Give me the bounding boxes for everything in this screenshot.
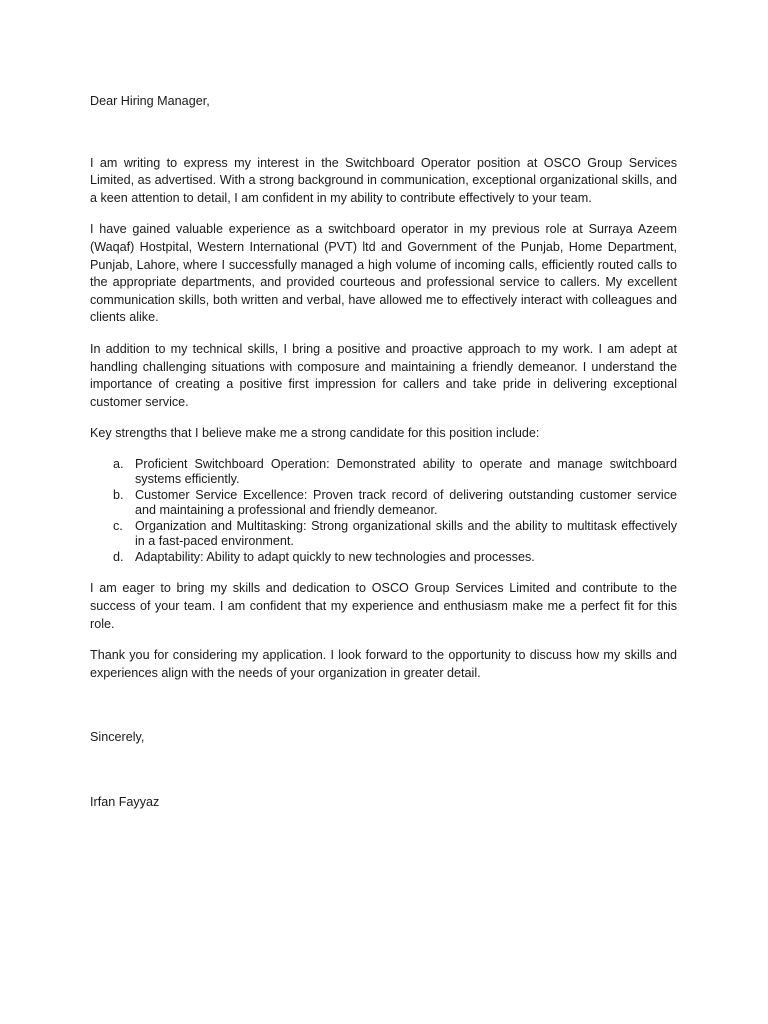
list-marker: b.: [113, 487, 124, 502]
list-item: [90, 457, 677, 488]
closing: Sincerely,: [90, 730, 145, 745]
list-item: [90, 488, 677, 519]
paragraph-approach: In addition to my technical skills, I bring a positive and proactive approach to my work. I am adept at handling challenging situations with composure and maintaining a friendly demeanor. I understand the importance of creating a positive first impression for callers and take pride in delivering exceptional customer service.: [90, 341, 677, 409]
cover-letter: [90, 93, 677, 812]
paragraph-experience: I have gained valuable experience as a switchboard operator in my previous role at Surraya Azeem (Waqaf) Hostpital, Western International (PVT) ltd and Government of the Punjab, Home Department, Punjab, Lahore, where I successfully managed a high volume of incoming calls, efficiently routed calls to the appropriate departments, and provided courteous and professional service to callers. My excellent communication skills, both written and verbal, have allowed me to effectively interact with colleagues and clients alike.: [90, 222, 677, 325]
list-marker: a.: [113, 456, 124, 471]
strengths-intro: Key strengths that I believe make me a strong candidate for this position include:: [90, 426, 540, 441]
paragraph-eager: I am eager to bring my skills and dedication to OSCO Group Services Limited and contribute to the success of your team. I am confident that my experience and enthusiasm make me a perfect fit for this role.: [90, 581, 677, 631]
salutation: Dear Hiring Manager,: [90, 94, 210, 108]
signature-name: Irfan Fayyaz: [90, 794, 160, 809]
list-item: [90, 550, 677, 566]
list-item-text: Adaptability: Ability to adapt quickly to new technologies and processes.: [135, 549, 535, 564]
paragraph-thanks: Thank you for considering my application. I look forward to the opportunity to discuss how my skills and experiences align with the needs of your organization in greater detail.: [90, 648, 677, 680]
list-marker: c.: [113, 518, 123, 533]
list-item-text: Organization and Multitasking: Strong organizational skills and the ability to multitask effectively in a fast-paced environment.: [135, 518, 677, 549]
list-item-text: Customer Service Excellence: Proven track record of delivering outstanding customer service and maintaining a professional and friendly demeanor.: [135, 487, 677, 518]
list-item: [90, 519, 677, 550]
list-item-text: Proficient Switchboard Operation: Demonstrated ability to operate and manage switchboard systems efficiently.: [135, 456, 677, 487]
list-marker: d.: [113, 549, 124, 564]
strengths-list: [90, 457, 677, 566]
paragraph-intro: I am writing to express my interest in the Switchboard Operator position at OSCO Group Services Limited, as advertised. With a strong background in communication, exceptional organizational skills, and a keen attention to detail, I am confident in my ability to contribute effectively to your team.: [90, 155, 677, 205]
